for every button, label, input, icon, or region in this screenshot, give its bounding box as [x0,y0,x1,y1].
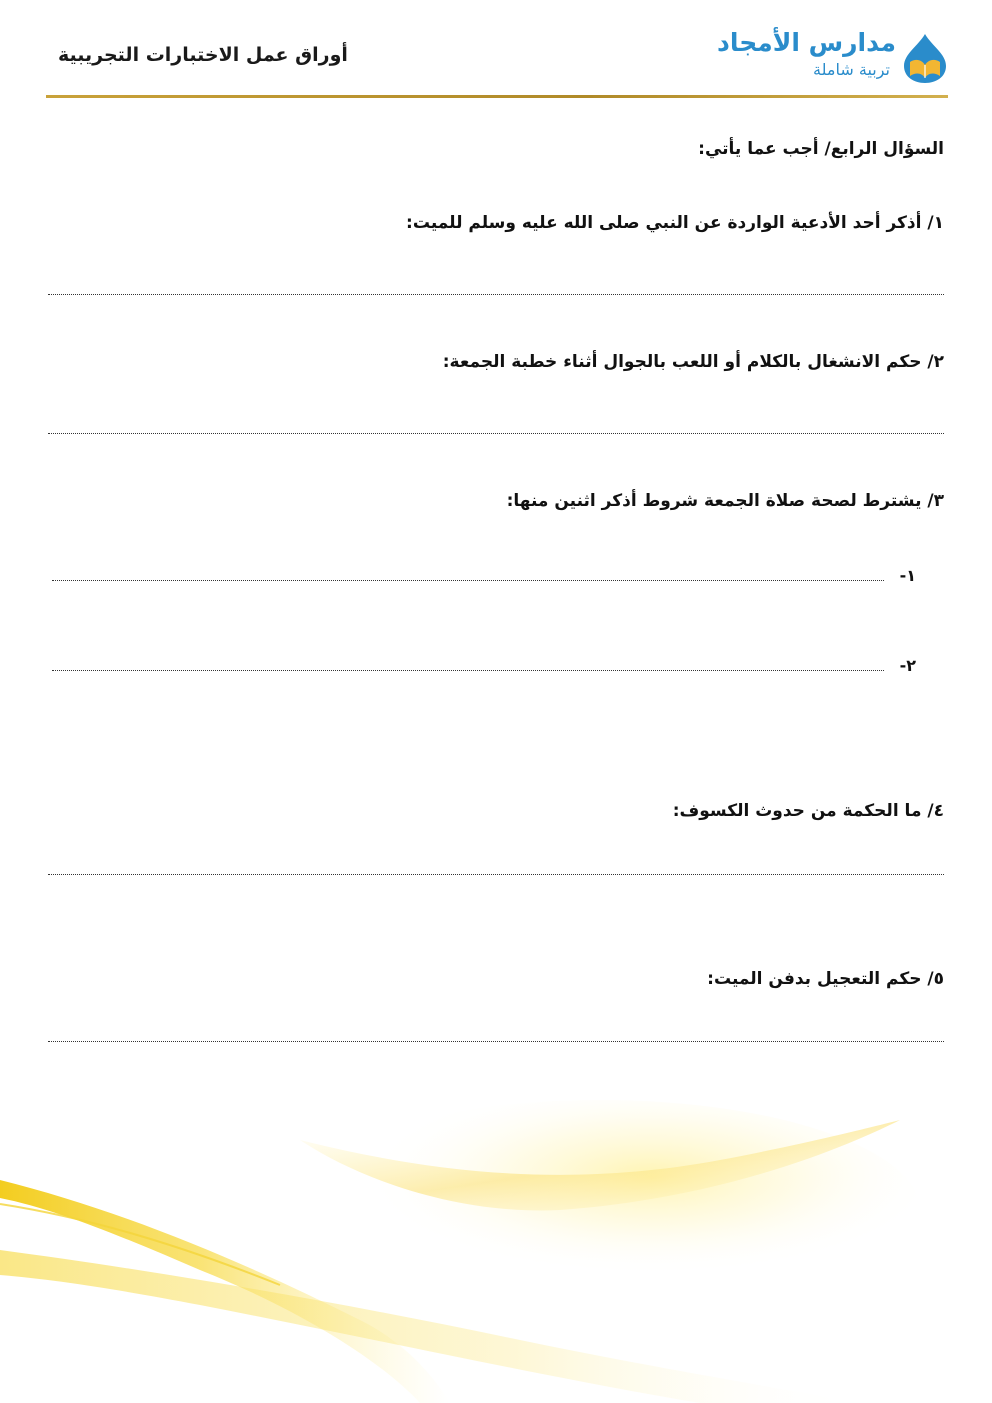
sub-item-1-label: ١- [899,566,916,585]
question-1: ١/ أذكر أحد الأدعية الواردة عن النبي صلى الله عليه وسلم للميت: [406,213,944,233]
decorative-streaks [0,1100,992,1403]
header-divider [46,95,948,98]
page-title: أوراق عمل الاختبارات التجريبية [58,44,348,66]
question-5: ٥/ حكم التعجيل بدفن الميت: [707,969,944,989]
sub-answer-line-2[interactable] [52,670,884,671]
logo-school-name: مدارس الأمجاد [717,28,896,57]
school-logo [717,28,948,86]
question-3: ٣/ يشترط لصحة صلاة الجمعة شروط أذكر اثنين منها: [506,491,944,511]
answer-line-2[interactable] [48,433,944,434]
drop-book-icon [902,32,948,84]
answer-line-1[interactable] [48,294,944,295]
sub-answer-line-1[interactable] [52,580,884,581]
logo-tagline: تربية شاملة [813,60,890,79]
answer-line-4[interactable] [48,874,944,875]
section-heading: السؤال الرابع/ أجب عما يأتي: [698,139,944,159]
question-4: ٤/ ما الحكمة من حدوث الكسوف: [672,801,944,821]
answer-line-5[interactable] [48,1041,944,1042]
question-2: ٢/ حكم الانشغال بالكلام أو اللعب بالجوال أثناء خطبة الجمعة: [442,352,944,372]
sub-item-2-label: ٢- [899,656,916,675]
